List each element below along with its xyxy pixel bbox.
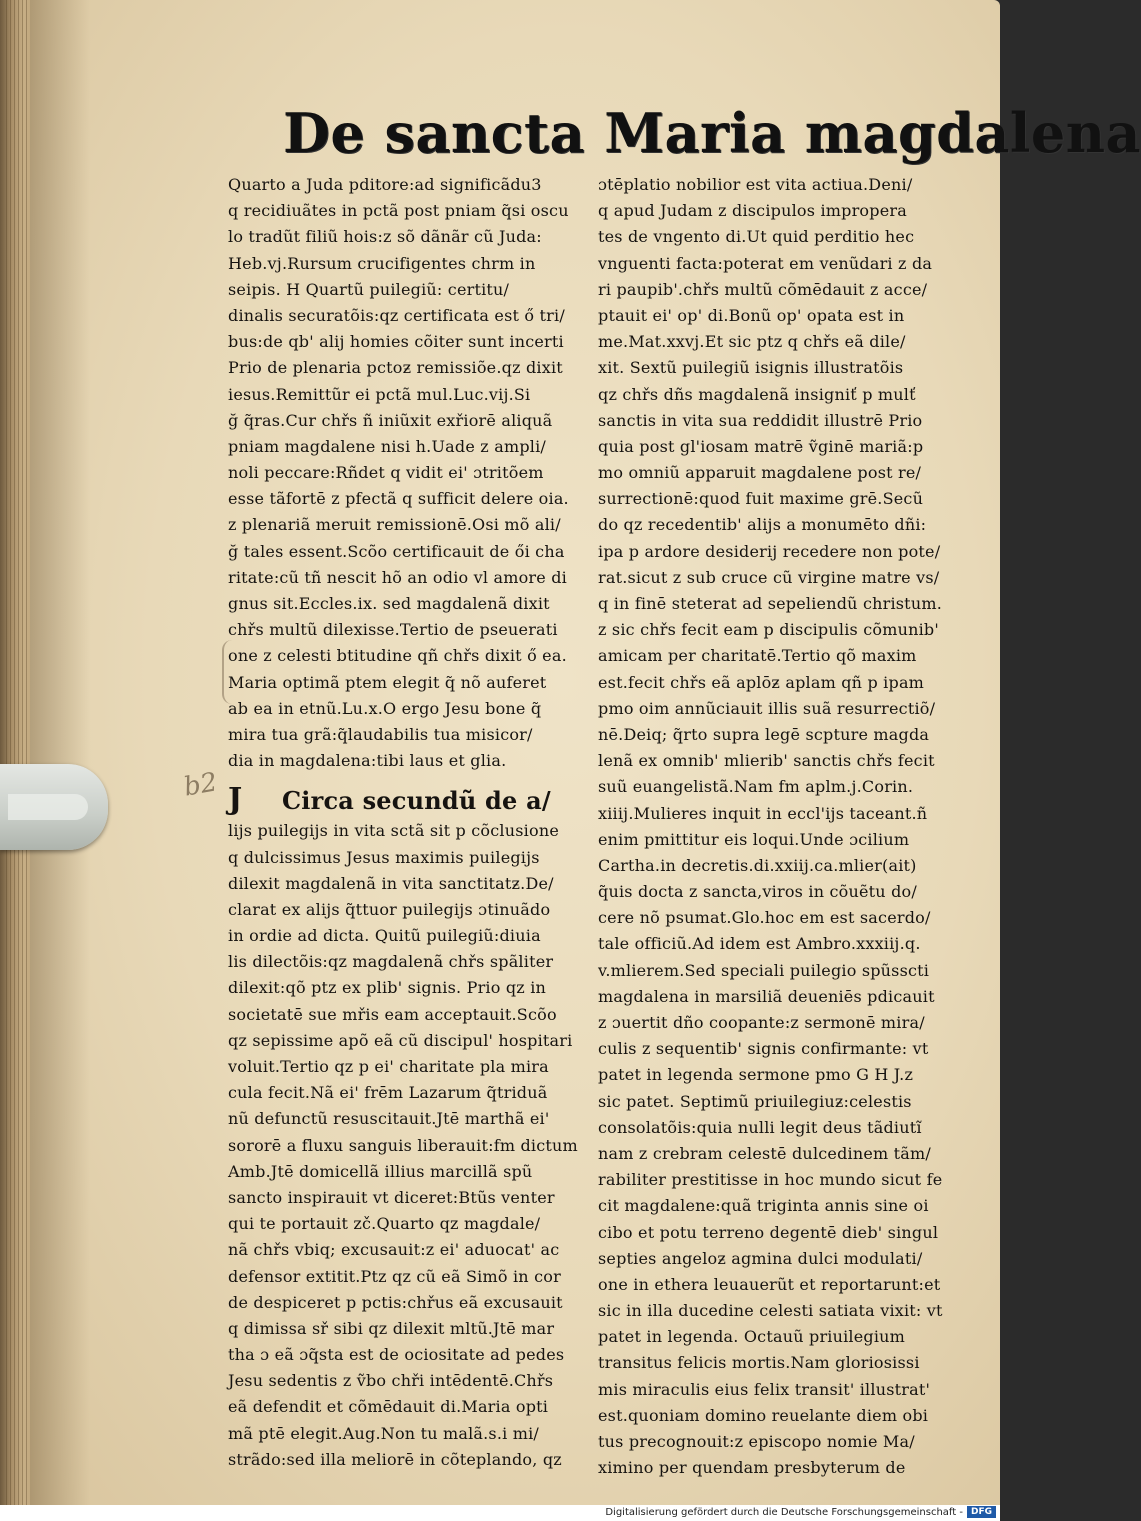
bookmark-clip xyxy=(0,764,108,850)
text-line: ɔtēplatio nobilior est vita actiua.Deni/ xyxy=(598,175,913,194)
text-line: xiiij.Mulieres inquit in eccl'ijs taceant.ñ xyxy=(598,803,928,823)
book-page-edge xyxy=(0,0,34,1505)
text-line: Heb.vj.Rursum crucifigentes chrm in xyxy=(228,253,536,273)
text-line: ab ea in etnũ.Lu.x.O ergo Jesu bone q̃ xyxy=(228,698,542,718)
text-line: Cartha.in decretis.di.xxiij.ca.mlier(ait) xyxy=(598,855,917,875)
section-initial: J xyxy=(228,782,243,818)
text-line: cibo et potu terreno degentē dieb' singul xyxy=(598,1222,939,1242)
text-line: Maria optimã ptem elegit q̃ nõ auferet xyxy=(228,672,547,692)
text-line: suũ euangelistã.Nam fm aplm.j.Corin. xyxy=(598,777,914,797)
text-line: tes de vngento di.Ut quid perditio hec xyxy=(598,227,915,247)
text-line: ximino per quendam presbyterum de xyxy=(598,1458,906,1478)
text-line: cit magdalene:quã triginta annis sine oi xyxy=(598,1196,929,1216)
text-line: de despiceret p pctis:chřus eã excusauit xyxy=(228,1292,563,1312)
text-line: nam z crebram celestē dulcedinem tãm/ xyxy=(598,1143,932,1163)
text-line: q dimissa sř sibi qz dilexit mltũ.Jtē mar xyxy=(228,1318,555,1338)
text-line: tha ɔ eã ɔq̃sta est de ociositate ad pedes xyxy=(228,1345,565,1365)
footer-bar xyxy=(0,1505,1000,1521)
text-line: consolatõis:quia nulli legit deus tãdiutĩ xyxy=(598,1117,922,1137)
section-heading-line xyxy=(228,784,608,818)
text-line: qz sepissime apõ eã cũ discipul' hospitari xyxy=(228,1030,573,1050)
text-line: Quarto a Juda pditore:ad significãdu3 xyxy=(228,175,542,194)
text-line: z ɔuertit dño coopante:z sermonē mira/ xyxy=(598,1013,925,1032)
text-line: q dulcissimus Jesus maximis puilegijs xyxy=(228,847,540,867)
text-line: mã ptē elegit.Aug.Non tu malã.s.i mi/ xyxy=(228,1423,540,1443)
text-line: ptauit ei' op' di.Bonũ op' opata est in xyxy=(598,305,905,325)
text-line: cula fecit.Nã ei' frēm Lazarum q̃triduã xyxy=(228,1083,548,1103)
text-line: mis miraculis eius felix transit' illustrat' xyxy=(598,1379,931,1399)
text-line: dinalis securatõis:qz certificata est ő tri/ xyxy=(228,305,565,325)
text-line: nũ defunctũ resuscitauit.Jtē marthã ei' xyxy=(228,1109,550,1129)
text-line: z plenariã meruit remissionē.Osi mõ ali/ xyxy=(228,515,561,535)
section-gap xyxy=(228,774,608,784)
text-line: Prio de plenaria pctoƶ remissiõe.qz dixit xyxy=(228,358,563,378)
page-title: De sancta Maria magdalena xyxy=(283,101,1141,165)
text-line: q recidiuãtes in pctã post pniam q̃si oscu xyxy=(228,201,569,221)
text-line: defensor extitit.Ptz qz cũ eã Simõ in cor xyxy=(228,1266,561,1286)
text-line: ri paupib'.chřs multũ cõmēdauit z acce/ xyxy=(598,279,928,299)
text-line: gnus sit.Eccles.ix. sed magdalenã dixit xyxy=(228,594,550,613)
text-line: transitus felicis mortis.Nam gloriosissi xyxy=(598,1353,920,1373)
text-line: lenã ex omnib' mlierib' sanctis chřs fecit xyxy=(598,751,935,771)
dfg-logo: DFG xyxy=(967,1506,996,1518)
text-line: mira tua grã:q̃laudabilis tua misicor/ xyxy=(228,724,533,744)
text-line: culis z sequentib' signis confirmante: vt xyxy=(598,1039,929,1059)
text-line: Jesu sedentis z ṽbo chři intēdentē.Chřs xyxy=(228,1371,554,1391)
text-line: xit. Sextũ puilegiũ isignis illustratõis xyxy=(598,358,904,378)
text-line: rabiliter prestitisse in hoc mundo sicut fe xyxy=(598,1170,943,1190)
text-line: ritate:cũ tñ nescit hõ an odio vl amore di xyxy=(228,567,567,587)
text-line: do qz recedentib' alijs a monumēto dñi: xyxy=(598,515,927,535)
text-line: vnguenti facta:poterat em venũdari z da xyxy=(598,253,933,273)
text-line: dilexit:qõ ptz ex plib' signis. Prio qz in xyxy=(228,978,547,998)
text-line: amicam per charitatē.Tertio qõ maxim xyxy=(598,646,917,666)
text-line: magdalena in marsiliã deueniēs pdicauit xyxy=(598,986,935,1006)
text-line: tale officiũ.Ad idem est Ambro.xxxiij.q. xyxy=(598,934,921,954)
text-line: esse tãfortē z pfectã q sufficit delere oia. xyxy=(228,489,569,509)
text-line: ğ tales essent.Scõo certificauit de ői cha xyxy=(228,541,565,561)
section-heading: Circa secundũ de a/ xyxy=(282,786,551,816)
text-line: seipis. H Quartũ puilegiũ: certitu/ xyxy=(228,279,510,299)
margin-annotation: b2 xyxy=(181,767,220,803)
text-line: me.Mat.xxvj.Et sic ptz q chřs eã dile/ xyxy=(598,332,906,352)
text-line: sic in illa ducedine celesti satiata vixit: vt xyxy=(598,1301,943,1321)
text-line: nã chřs vbiq; excusauit:z ei' aduocat' ac xyxy=(228,1240,560,1260)
text-line: z sic chřs fecit eam p discipulis cõmunib' xyxy=(598,620,939,640)
text-line: tus precognouit:z episcopo nomie Ma/ xyxy=(598,1432,915,1451)
text-line: voluit.Tertio qz p ei' charitate pla mira xyxy=(228,1057,549,1076)
text-line: lis dilectõis:qz magdalenã chřs spãliter xyxy=(228,952,554,972)
text-line: cere nõ psumat.Glo.hoc em est sacerdo/ xyxy=(598,908,931,928)
text-line: chřs multũ dilexisse.Tertio de pseuerati xyxy=(228,620,558,640)
text-line: pniam magdalene nisi h.Uade z ampli/ xyxy=(228,436,546,456)
text-line: sanctis in vita sua reddidit illustrē Prio xyxy=(598,410,923,430)
text-line: q̃uis docta z sancta,viros in cõuẽtu do/ xyxy=(598,882,917,902)
text-line: sic patet. Septimũ priuilegiuƶ:celestis xyxy=(598,1091,912,1111)
text-line: bus:de qb' alij homies cõiter sunt incerti xyxy=(228,332,564,352)
text-line: ipa p ardore desiderij recedere non pote/ xyxy=(598,541,941,561)
text-line: iesus.Remittũr ei pctã mul.Luc.vij.Si xyxy=(228,384,531,404)
text-line: noli peccare:Rñdet q vidit ei' ɔtritõem xyxy=(228,463,544,483)
text-line: ğ q̃ras.Cur chřs ñ iniũxit exřiorē aliquã xyxy=(228,410,553,430)
text-line: one z celesti btitudine qñ chřs dixit ő ea. xyxy=(228,646,567,666)
text-line: dia in magdalena:tibi laus et glia. xyxy=(228,751,507,771)
text-line: societatē sue mřis eam acceptauit.Scõo xyxy=(228,1004,557,1024)
text-line: patet in legenda. Octauũ priuilegium xyxy=(598,1327,906,1347)
text-line: q in finē steterat ad sepeliendũ christum. xyxy=(598,594,942,613)
text-line: nē.Deiq; q̃rto supra legē scpture magda xyxy=(598,724,930,744)
text-line: in ordie ad dicta. Quitũ puilegiũ:diuia xyxy=(228,926,541,946)
text-line: strãdo:sed illa meliorē in cõteplando, qz xyxy=(228,1449,562,1469)
text-line: pmo oim annũciauit illis suã resurrectiõ/ xyxy=(598,698,936,718)
right-text-column xyxy=(598,172,970,1481)
left-text-column xyxy=(228,172,608,1473)
text-line: est.fecit chřs eã aplōƶ aplam qñ p ipam xyxy=(598,672,925,692)
text-line: surrectionē:quod fuit maxime grē.Secũ xyxy=(598,489,924,509)
text-line: sororē a fluxu sanguis liberauit:fm dictum xyxy=(228,1135,578,1155)
gutter-shadow xyxy=(30,0,90,1505)
text-line: septies angeloƶ agmina dulci modulati/ xyxy=(598,1248,923,1268)
text-line: Amb.Jtē domicellã illius marcillã spũ xyxy=(228,1161,533,1181)
text-line: v.mlierem.Sed speciali puilegio spũsscti xyxy=(598,960,930,980)
text-line: clarat ex alijs q̃ttuor puilegijs ɔtinuãdo xyxy=(228,899,551,919)
text-line: mo omniũ apparuit magdalene post re/ xyxy=(598,463,922,483)
text-line: q apud Judam z discipulos impropera xyxy=(598,201,907,221)
text-line: lijs puilegijs in vita sctã sit p cõclusione xyxy=(228,821,559,841)
text-line: enim pmittitur eis loqui.Unde ɔcilium xyxy=(598,829,910,849)
text-line: lo tradũt filiũ hois:z sõ dãnãr cũ Juda: xyxy=(228,227,542,247)
text-line: rat.sicut z sub cruce cũ virgine matre vs/ xyxy=(598,567,940,587)
text-line: patet in legenda sermone pmo G H J.z xyxy=(598,1065,914,1085)
text-line: quia post gl'iosam matrē ṽginē mariã:p xyxy=(598,436,924,456)
text-line: one in ethera leuauerũt et reportarunt:et xyxy=(598,1274,941,1294)
text-line: eã defendit et cõmēdauit di.Maria opti xyxy=(228,1397,549,1417)
text-line: qz chřs dñs magdalenã insigniť p mulť xyxy=(598,384,916,404)
text-line: qui te portauit zč.Quarto qz magdale/ xyxy=(228,1214,541,1234)
text-line: sancto inspirauit vt diceret:Btũs venter xyxy=(228,1187,555,1207)
footer-credit: Digitalisierung gefördert durch die Deutsche Forschungsgemeinschaft - xyxy=(605,1507,963,1518)
text-line: dilexit magdalenã in vita sanctitatƶ.De/ xyxy=(228,873,554,893)
text-line: est.quoniam domino reuelante diem obi xyxy=(598,1405,929,1425)
